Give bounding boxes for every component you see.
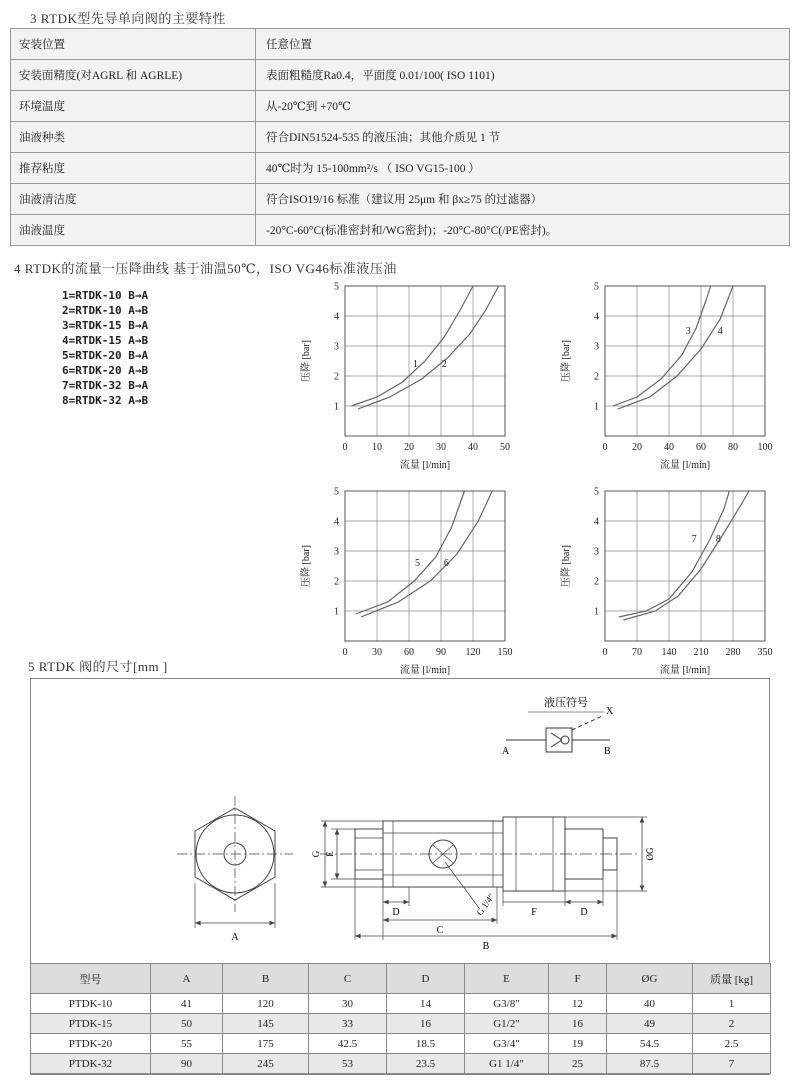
legend-item: 8=RTDK-32 A→B [62, 394, 149, 407]
spec-row-value: 从-20℃到 +70℃ [256, 91, 789, 121]
table-cell: 87.5 [607, 1054, 693, 1074]
column-header: 质量 [kg] [693, 964, 771, 994]
x-tick-label: 10 [372, 442, 382, 453]
column-header: D [387, 964, 465, 994]
x-axis-label: 流量 [l/min] [659, 665, 711, 676]
x-axis-label: 流量 [l/min] [659, 460, 711, 471]
x-tick-label: 40 [468, 442, 478, 453]
curve-legend [62, 288, 148, 408]
y-tick-label: 1 [594, 401, 599, 413]
table-row [31, 994, 771, 1014]
table-cell: 14 [387, 994, 465, 1014]
table-cell: 19 [549, 1034, 607, 1054]
y-tick-label: 5 [334, 281, 339, 293]
spec-row-label: 油液温度 [11, 215, 256, 245]
column-header: A [151, 964, 223, 994]
table-cell: 33 [309, 1014, 387, 1034]
table-cell: 245 [223, 1054, 309, 1074]
y-tick-label: 3 [594, 341, 599, 353]
y-axis-label: 压降 [bar] [561, 340, 572, 382]
y-tick-label: 1 [594, 606, 599, 618]
x-axis-label: 流量 [l/min] [399, 665, 451, 676]
spec-row [11, 184, 789, 215]
y-tick-label: 4 [594, 311, 599, 323]
curve-label: 7 [691, 534, 697, 545]
dim-C-label: C [436, 925, 444, 936]
x-tick-label: 140 [661, 647, 677, 658]
curve-label: 4 [717, 326, 723, 337]
chart-3 [295, 481, 535, 686]
curve-8 [623, 491, 749, 620]
y-tick-label: 4 [334, 516, 339, 528]
y-tick-label: 5 [594, 486, 599, 498]
column-header: ØG [607, 964, 693, 994]
spec-row-value: 表面粗糙度Ra0.4，平面度 0.01/100( ISO 1101) [256, 60, 789, 90]
y-tick-label: 2 [594, 371, 599, 383]
spec-row-label: 安装面精度(对AGRL 和 AGRLE) [11, 60, 256, 90]
y-tick-label: 2 [334, 371, 339, 383]
valve-side-view [320, 817, 647, 940]
spec-row [11, 153, 789, 184]
flow-pressure-chart [295, 481, 535, 686]
table-cell: G1/2″ [465, 1014, 549, 1034]
y-axis-label: 压降 [bar] [301, 340, 312, 382]
x-tick-label: 90 [436, 647, 446, 658]
legend-item: 1=RTDK-10 B→A [62, 289, 149, 302]
x-tick-label: 120 [465, 647, 481, 658]
symbol-port-x-label: X [606, 706, 614, 717]
x-tick-label: 20 [632, 442, 642, 453]
section3-title: 3 RTDK型先导单向阀的主要特性 [30, 11, 226, 26]
spec-row [11, 91, 789, 122]
table-cell: G3/4″ [465, 1034, 549, 1054]
spec-row-value: 40℃时为 15-100mm²/s （ ISO VG15-100 ） [256, 153, 789, 183]
x-tick-label: 0 [342, 647, 348, 658]
legend-item: 6=RTDK-20 A→B [62, 364, 149, 377]
dim-E-label: E [325, 851, 335, 857]
valve-dimension-drawing [145, 788, 665, 968]
y-tick-label: 2 [334, 576, 339, 588]
table-cell: PTDK-20 [31, 1034, 151, 1054]
table-row [31, 1014, 771, 1034]
table-cell: 16 [549, 1014, 607, 1034]
y-tick-label: 4 [594, 516, 599, 528]
table-cell: 55 [151, 1034, 223, 1054]
curve-4 [618, 286, 733, 409]
table-cell: 16 [387, 1014, 465, 1034]
table-cell: PTDK-32 [31, 1054, 151, 1074]
curve-5 [356, 491, 465, 614]
x-tick-label: 30 [436, 442, 446, 453]
curve-label: 1 [412, 359, 418, 370]
x-tick-label: 280 [725, 647, 741, 658]
table-cell: 1 [693, 994, 771, 1014]
legend-item: 2=RTDK-10 A→B [62, 304, 149, 317]
y-tick-label: 1 [334, 401, 339, 413]
table-cell: PTDK-15 [31, 1014, 151, 1034]
dim-table-body [31, 994, 771, 1074]
curve-label: 6 [443, 558, 449, 569]
x-tick-label: 0 [342, 442, 348, 453]
y-tick-label: 5 [594, 281, 599, 293]
table-cell: 175 [223, 1034, 309, 1054]
dim-D-left-label: D [392, 907, 400, 918]
y-tick-label: 4 [334, 311, 339, 323]
x-tick-label: 350 [757, 647, 773, 658]
table-cell: G3/8″ [465, 994, 549, 1014]
dim-F-label: F [531, 907, 537, 918]
table-cell: 12 [549, 994, 607, 1014]
table-cell: 49 [607, 1014, 693, 1034]
x-tick-label: 60 [696, 442, 706, 453]
table-cell: 54.5 [607, 1034, 693, 1054]
table-cell: 40 [607, 994, 693, 1014]
spec-row [11, 215, 789, 246]
y-tick-label: 3 [594, 546, 599, 558]
curve-6 [361, 491, 492, 617]
y-axis-label: 压降 [bar] [561, 545, 572, 587]
column-header: F [549, 964, 607, 994]
spec-row-label: 推荐粘度 [11, 153, 256, 183]
table-row [31, 1034, 771, 1054]
chart-1 [295, 276, 535, 481]
table-cell: 2 [693, 1014, 771, 1034]
y-tick-label: 5 [334, 486, 339, 498]
dim-G-label: G [311, 850, 321, 858]
spec-row-value: 任意位置 [256, 29, 789, 59]
x-tick-label: 50 [500, 442, 510, 453]
spec-row-label: 油液种类 [11, 122, 256, 152]
table-cell: 41 [151, 994, 223, 1014]
dim-table-head-row [31, 964, 771, 994]
dim-A-label: A [231, 932, 239, 943]
column-header: 型号 [31, 964, 151, 994]
curve-2 [358, 286, 499, 409]
spec-row-value: 符合DIN51524-535 的液压油；其他介质见 1 节 [256, 122, 789, 152]
y-tick-label: 3 [334, 546, 339, 558]
curve-label: 2 [441, 359, 447, 370]
x-tick-label: 210 [693, 647, 709, 658]
port-thread-callout: G 1/4″ [474, 891, 497, 918]
table-cell: 42.5 [309, 1034, 387, 1054]
y-tick-label: 2 [594, 576, 599, 588]
x-tick-label: 30 [372, 647, 382, 658]
table-cell: 23.5 [387, 1054, 465, 1074]
table-cell: 120 [223, 994, 309, 1014]
hex-front-view [177, 796, 293, 928]
x-tick-label: 70 [632, 647, 642, 658]
column-header: E [465, 964, 549, 994]
curve-label: 8 [715, 534, 721, 545]
legend-item: 7=RTDK-32 B→A [62, 379, 149, 392]
x-tick-label: 60 [404, 647, 414, 658]
spec-row [11, 29, 789, 60]
hydraulic-symbol [478, 692, 658, 772]
table-cell: 7 [693, 1054, 771, 1074]
flow-pressure-chart [555, 481, 795, 686]
chart-2 [555, 276, 795, 481]
spec-row [11, 60, 789, 91]
table-cell: 30 [309, 994, 387, 1014]
table-cell: 90 [151, 1054, 223, 1074]
dim-D-right-label: D [580, 907, 588, 918]
y-axis-label: 压降 [bar] [301, 545, 312, 587]
x-tick-label: 20 [404, 442, 414, 453]
table-cell: 2.5 [693, 1034, 771, 1054]
table-cell: PTDK-10 [31, 994, 151, 1014]
spec-row-label: 安装位置 [11, 29, 256, 59]
column-header: B [223, 964, 309, 994]
x-tick-label: 0 [602, 442, 608, 453]
spec-row [11, 122, 789, 153]
section5-title: 5 RTDK 阀的尺寸[mm ] [28, 659, 168, 674]
x-tick-label: 100 [757, 442, 773, 453]
section4-title: 4 RTDK的流量一压降曲线 基于油温50℃，ISO VG46标准液压油 [14, 261, 397, 276]
table-cell: 145 [223, 1014, 309, 1034]
legend-item: 5=RTDK-20 B→A [62, 349, 149, 362]
table-cell: 50 [151, 1014, 223, 1034]
y-tick-label: 3 [334, 341, 339, 353]
y-tick-label: 1 [334, 606, 339, 618]
legend-item: 4=RTDK-15 A→B [62, 334, 149, 347]
column-header: C [309, 964, 387, 994]
dimension-table [30, 963, 771, 1074]
curve-label: 5 [415, 558, 421, 569]
x-tick-label: 150 [497, 647, 513, 658]
table-cell: 25 [549, 1054, 607, 1074]
x-tick-label: 40 [664, 442, 674, 453]
spec-row-value: -20°C-60°C(标准密封和/WG密封)；-20°C-80°C(/PE密封)。 [256, 215, 789, 245]
dim-phiG-label: ØG [645, 847, 655, 861]
symbol-port-b-label: B [604, 746, 611, 757]
curve-label: 3 [685, 326, 691, 337]
dim-B-label: B [482, 941, 490, 952]
table-cell: 18.5 [387, 1034, 465, 1054]
table-row [31, 1054, 771, 1074]
chart-4 [555, 481, 795, 686]
x-axis-label: 流量 [l/min] [399, 460, 451, 471]
flow-pressure-chart [295, 276, 535, 481]
table-cell: G1 1/4″ [465, 1054, 549, 1074]
legend-item: 3=RTDK-15 B→A [62, 319, 149, 332]
flow-pressure-chart [555, 276, 795, 481]
x-tick-label: 0 [602, 647, 608, 658]
hydraulic-symbol-title: 液压符号 [544, 697, 588, 709]
symbol-port-a-label: A [502, 746, 510, 757]
x-tick-label: 80 [728, 442, 738, 453]
spec-table [10, 28, 790, 246]
table-cell: 53 [309, 1054, 387, 1074]
spec-row-value: 符合ISO19/16 标准（建议用 25μm 和 βx≥75 的过滤器） [256, 184, 789, 214]
spec-row-label: 环境温度 [11, 91, 256, 121]
spec-row-label: 油液清洁度 [11, 184, 256, 214]
